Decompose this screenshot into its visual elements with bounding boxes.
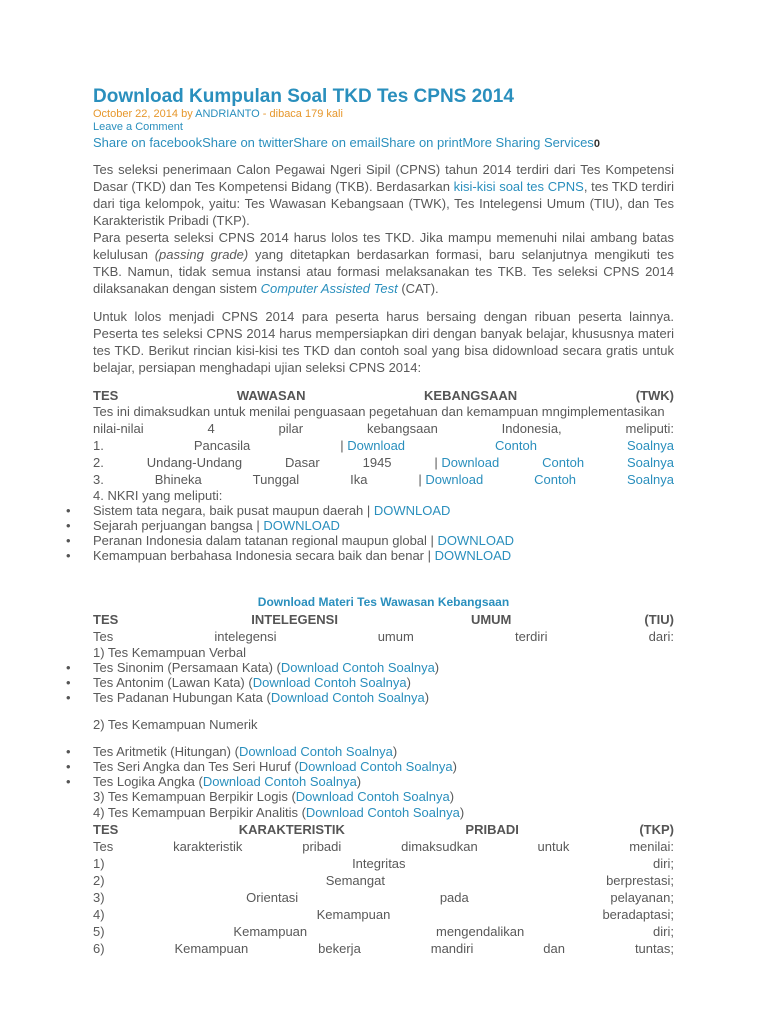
download-contoh-link[interactable]: Download Contoh Soalnya [202, 774, 357, 789]
intro-paragraph-3: Untuk lolos menjadi CPNS 2014 para peserta harus bersaing dengan ribuan peserta lainnya. Peserta tes seleksi CPNS 2014 harus mempersiapkan diri dengan banyak belajar, khususnya materi tes TKD. Berikut rincian kisi-kisi tes TKD dan contoh soal yang bisa didownload secara gratis untuk belajar, persiapan menghadapi ujian seleksi CPNS 2014: [93, 309, 674, 375]
download-bhineka-link[interactable]: Download [425, 472, 484, 487]
tkp-description: Tes karakteristik pribadi dimaksudkan untuk menilai: [93, 839, 674, 854]
twk-item-uud: 2. Undang-Undang Dasar 1945 | Download Contoh Soalnya [93, 455, 674, 470]
intro-paragraph-2: Para peserta seleksi CPNS 2014 harus lolos tes TKD. Jika mampu memenuhi nilai ambang batas kelulusan (passing grade) yang ditetapkan berdasarkan formasi, baru selanjutnya mengikuti tes TKB. Namun, tidak semua instansi atau formasi melaksanakan tes TKB. Tes seleksi CPNS 2014 dilaksanakan dengan sistem Computer Assisted Test (CAT). [93, 230, 674, 296]
download-link[interactable]: DOWNLOAD [434, 548, 512, 563]
nkri-list [93, 503, 674, 563]
list-item: • Peranan Indonesia dalam tatanan regional maupun global | DOWNLOAD [93, 533, 674, 548]
download-link[interactable]: DOWNLOAD [373, 503, 451, 518]
numerik-list [93, 744, 674, 789]
twk-description-2: nilai-nilai 4 pilar kebangsaan Indonesia, meliputi: [93, 421, 674, 436]
twk-item-nkri: 4. NKRI yang meliputi: [93, 488, 223, 503]
more-sharing-link[interactable]: More Sharing Services [462, 135, 594, 150]
twk-heading: TES WAWASAN KEBANGSAAN (TWK) [93, 388, 674, 403]
post-date: October 22, 2014 [93, 108, 179, 120]
list-item: • Tes Padanan Hubungan Kata (Download Contoh Soalnya) [93, 690, 674, 705]
tkp-heading: TES KARAKTERISTIK PRIBADI (TKP) [93, 822, 674, 837]
list-item: • Tes Sinonim (Persamaan Kata) (Download Contoh Soalnya) [93, 660, 674, 675]
download-pancasila-link[interactable]: Download [347, 438, 406, 453]
download-contoh-link[interactable]: Download Contoh Soalnya [305, 805, 460, 820]
download-contoh-link[interactable]: Download Contoh Soalnya [270, 690, 425, 705]
tiu-heading: TES INTELEGENSI UMUM (TIU) [93, 612, 674, 627]
list-item: • Kemampuan berbahasa Indonesia secara baik dan benar | DOWNLOAD [93, 548, 674, 563]
author-link[interactable]: ANDRIANTO [195, 108, 260, 120]
list-item: • Sistem tata negara, baik pusat maupun daerah | DOWNLOAD [93, 503, 674, 518]
download-contoh-link[interactable]: Download Contoh Soalnya [298, 759, 453, 774]
twk-item-pancasila: 1. Pancasila | Download Contoh Soalnya [93, 438, 674, 453]
download-contoh-link[interactable]: Download Contoh Soalnya [238, 744, 393, 759]
list-item: • Tes Seri Angka dan Tes Seri Huruf (Download Contoh Soalnya) [93, 759, 674, 774]
share-bar [93, 134, 674, 153]
list-item: • Tes Aritmetik (Hitungan) (Download Contoh Soalnya) [93, 744, 674, 759]
tkp-item-4: 4) Kemampuan beradaptasi; [93, 907, 674, 922]
tkp-item-3: 3) Orientasi pada pelayanan; [93, 890, 674, 905]
list-item: • Tes Antonim (Lawan Kata) (Download Contoh Soalnya) [93, 675, 674, 690]
download-materi-twk-link[interactable]: Download Materi Tes Wawasan Kebangsaan [257, 595, 510, 609]
twk-item-bhineka: 3. Bhineka Tunggal Ika | Download Contoh Soalnya [93, 472, 674, 487]
list-item: • Tes Logika Angka (Download Contoh Soalnya) [93, 774, 674, 789]
share-print-link[interactable]: Share on print [380, 135, 463, 150]
share-email-link[interactable]: Share on email [293, 135, 381, 150]
download-contoh-link[interactable]: Download Contoh Soalnya [252, 675, 407, 690]
twk-description: Tes ini dimaksudkan untuk menilai penguasaan pegetahuan dan kemampuan mngimplementasikan [93, 404, 665, 419]
share-twitter-link[interactable]: Share on twitter [202, 135, 294, 150]
tiu-verbal-heading: 1) Tes Kemampuan Verbal [93, 645, 246, 660]
share-facebook-link[interactable]: Share on facebook [93, 135, 203, 150]
view-count: - dibaca 179 kali [259, 108, 343, 120]
article [93, 86, 674, 957]
list-item: • Sejarah perjuangan bangsa | DOWNLOAD [93, 518, 674, 533]
download-uud-link[interactable]: Download [441, 455, 500, 470]
intro-paragraph-1: Tes seleksi penerimaan Calon Pegawai Ngeri Sipil (CPNS) tahun 2014 terdiri dari Tes Kompetensi Dasar (TKD) dan Tes Kompetensi Bidang (TKB). Berdasarkan kisi-kisi soal tes CPNS, tes TKD terdiri dari tiga kelompok, yaitu: Tes Wawasan Kebangsaan (TWK), Tes Intelegensi Umum (TIU), dan Tes Karakteristik Pribadi (TKP). [93, 162, 675, 228]
tkp-item-1: 1) Integritas diri; [93, 856, 674, 871]
tiu-logis: 3) Tes Kemampuan Berpikir Logis (Download Contoh Soalnya) [93, 789, 455, 804]
tkp-item-2: 2) Semangat berprestasi; [93, 873, 674, 888]
tkp-item-5: 5) Kemampuan mengendalikan diri; [93, 924, 674, 939]
download-contoh-link[interactable]: Download Contoh Soalnya [280, 660, 435, 675]
tkp-item-6: 6) Kemampuan bekerja mandiri dan tuntas; [93, 941, 674, 956]
cat-link[interactable]: Computer Assisted Test [260, 281, 398, 296]
kisi-kisi-link[interactable]: kisi-kisi soal tes CPNS [453, 179, 584, 194]
download-link[interactable]: DOWNLOAD [437, 533, 515, 548]
tiu-numerik-heading: 2) Tes Kemampuan Numerik [93, 717, 258, 732]
article-title: Download Kumpulan Soal TKD Tes CPNS 2014 [93, 86, 514, 107]
download-contoh-link[interactable]: Download Contoh Soalnya [295, 789, 450, 804]
tiu-analitis: 4) Tes Kemampuan Berpikir Analitis (Download Contoh Soalnya) [93, 805, 465, 820]
download-link[interactable]: DOWNLOAD [263, 518, 340, 533]
leave-comment-link[interactable]: Leave a Comment [93, 121, 183, 133]
article-meta: October 22, 2014 by ANDRIANTO - dibaca 179 kali [93, 108, 343, 120]
share-count: 0 [593, 138, 600, 150]
verbal-list [93, 660, 674, 705]
tiu-description: Tes intelegensi umum terdiri dari: [93, 629, 674, 644]
